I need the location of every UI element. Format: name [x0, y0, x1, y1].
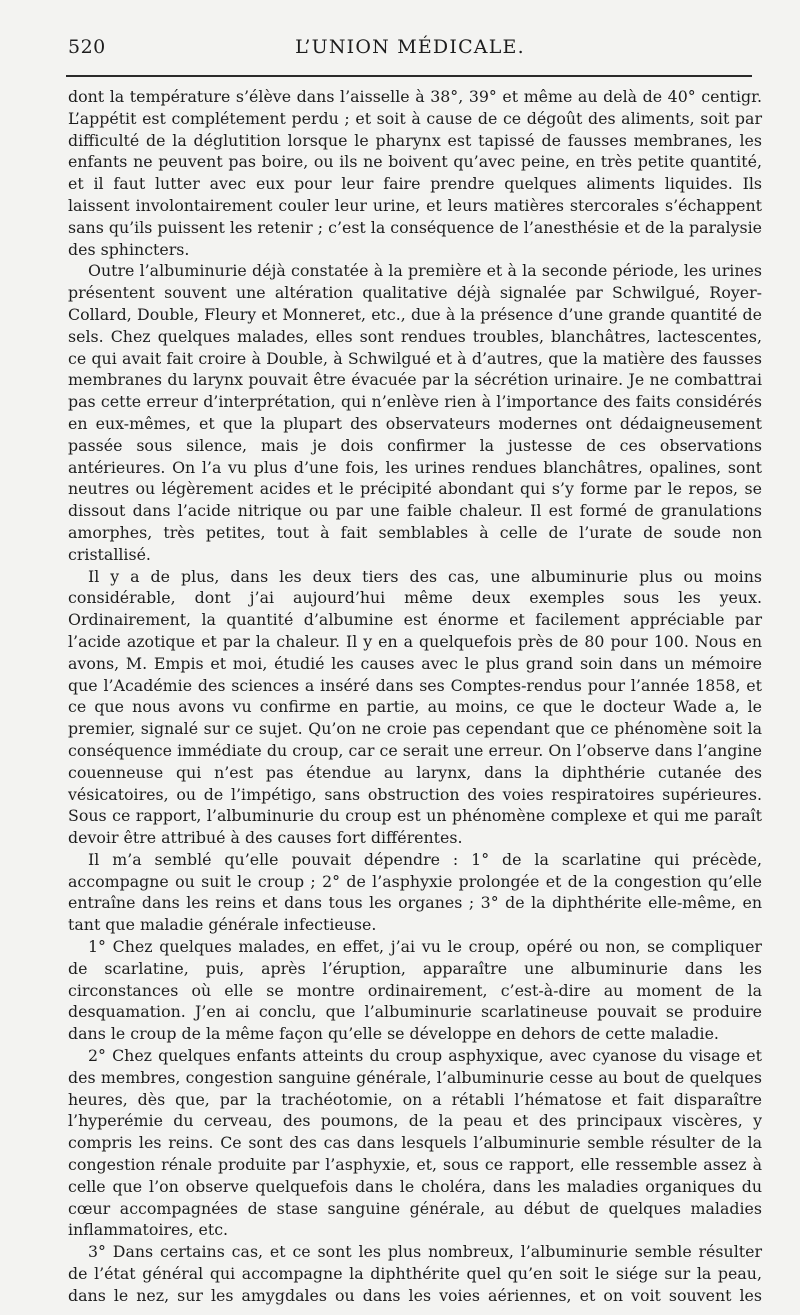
paragraph: 2° Chez quelques enfants atteints du croup asphyxique, avec cyanose du visage et des membres, congestion sanguine générale, l’albuminurie cesse au bout de quelques heures, dès que, par la trachéotomie, on a rétabli l’hématose et fait disparaître l’hyperémie du cerveau, des poumons, de la peau et des principaux viscères, y compris les reins. Ce sont des cas dans lesquels l’albuminurie semble résulter de la congestion rénale produite par l’asphyxie, et, sous ce rapport, elle ressemble assez à celle que l’on observe quelquefois dans le choléra, dans les maladies organiques du cœur accompagnées de stase sanguine générale, au début de quelques maladies inflammatoires, etc. [68, 1046, 762, 1240]
paragraph-continued: dont la température s’élève dans l’aisselle à 38°, 39° et même au delà de 40° centigr. L’appétit est complétement perdu ; et soit à cause de ce dégoût des aliments, soit par difficulté de la déglutition lorsque le pharynx est tapissé de fausses membranes, les enfants ne peuvent pas boire, ou ils ne boivent qu’avec peine, en très petite quantité, et il faut lutter avec eux pour leur faire prendre quelques aliments liquides. Ils laissent involontairement couler leur urine, et leurs matières stercorales s’échappent sans qu’ils puissent les retenir ; c’est la conséquence de l’anesthésie et de la paralysie des sphincters. [68, 87, 762, 259]
paragraph: Il y a de plus, dans les deux tiers des cas, une albuminurie plus ou moins considérable, dont j’ai aujourd’hui même deux exemples sous les yeux. Ordinairement, la quantité d’albumine est énorme et facilement appréciable par l’acide azotique et par la chaleur. Il y en a quelquefois près de 80 pour 100. Nous en avons, M. Empis et moi, étudié les causes avec le plus grand soin dans un mémoire que l’Académie des sciences a inséré dans ses Comptes-rendus pour l’année 1858, et ce que nous avons vu confirme en partie, au moins, ce que le docteur Wade a, le premier, signalé sur ce sujet. Qu’on ne croie pas cependant que ce phénomène soit la conséquence immédiate du croup, car ce serait une erreur. On l’observe dans l’angine couenneuse qui n’est pas étendue au larynx, dans la diphthérie cutanée des vésicatoires, ou de l’impétigo, sans obstruction des voies respiratoires supérieures. Sous ce rapport, l’albuminurie du croup est un phénomène complexe et qui me paraît devoir être attribué à des causes fort différentes. [68, 566, 762, 848]
paragraph: Outre l’albuminurie déjà constatée à la première et à la seconde période, les urines présentent souvent une altération qualitative déjà signalée par Schwilgué, Royer-Collard, Double, Fleury et Monneret, etc., due à la présence d’une grande quantité de sels. Chez quelques malades, elles sont rendues troubles, blanchâtres, lactescentes, ce qui avait fait croire à Double, à Schwilgué et à d’autres, que la matière des fausses membranes du larynx pouvait être évacuée par la sécrétion urinaire. Je ne combattrai pas cette erreur d’interprétation, qui n’enlève rien à l’importance des faits considérés en eux-mêmes, et que la plupart des observateurs modernes ont dédaigneusement passée sous silence, mais je dois confirmer la justesse de ces observations antérieures. On l’a vu plus d’une fois, les urines rendues blanchâtres, opalines, sont neutres ou légèrement acides et le précipité abondant qui s’y forme par le repos, se dissout dans l’acide nitrique ou par une faible chaleur. Il est formé de granulations amorphes, très petites, tout à fait semblables à celle de l’urate de soude non cristallisé. [68, 261, 762, 564]
page-header [68, 36, 752, 66]
header-rule [66, 75, 752, 77]
page-number: 520 [68, 36, 106, 58]
paragraph-truncated: 3° Dans certains cas, et ce sont les plus nombreux, l’albuminurie semble résulter de l’état général qui accompagne la diphthérite quel qu’en soit le siége sur la peau, dans le nez, sur les amygdales ou dans les voies aériennes, et on voit souvent les [68, 1242, 762, 1305]
body-text [68, 86, 762, 1307]
paragraph: Il m’a semblé qu’elle pouvait dépendre : 1° de la scarlatine qui précède, accompagne ou suit le croup ; 2° de l’asphyxie prolongée et de la congestion qu’elle entraîne dans les reins et dans tous les organes ; 3° de la diphthérite elle-même, en tant que maladie générale infectieuse. [68, 849, 762, 935]
paragraph: 1° Chez quelques malades, en effet, j’ai vu le croup, opéré ou non, se compliquer de scarlatine, puis, après l’éruption, apparaître une albuminurie dans les circonstances où elle se montre ordinairement, c’est-à-dire au moment de la desquamation. J’en ai conclu, que l’albuminurie scarlatineuse pouvait se produire dans le croup de la même façon qu’elle se développe en dehors de cette maladie. [68, 937, 762, 1044]
running-title: L’UNION MÉDICALE. [295, 36, 525, 58]
